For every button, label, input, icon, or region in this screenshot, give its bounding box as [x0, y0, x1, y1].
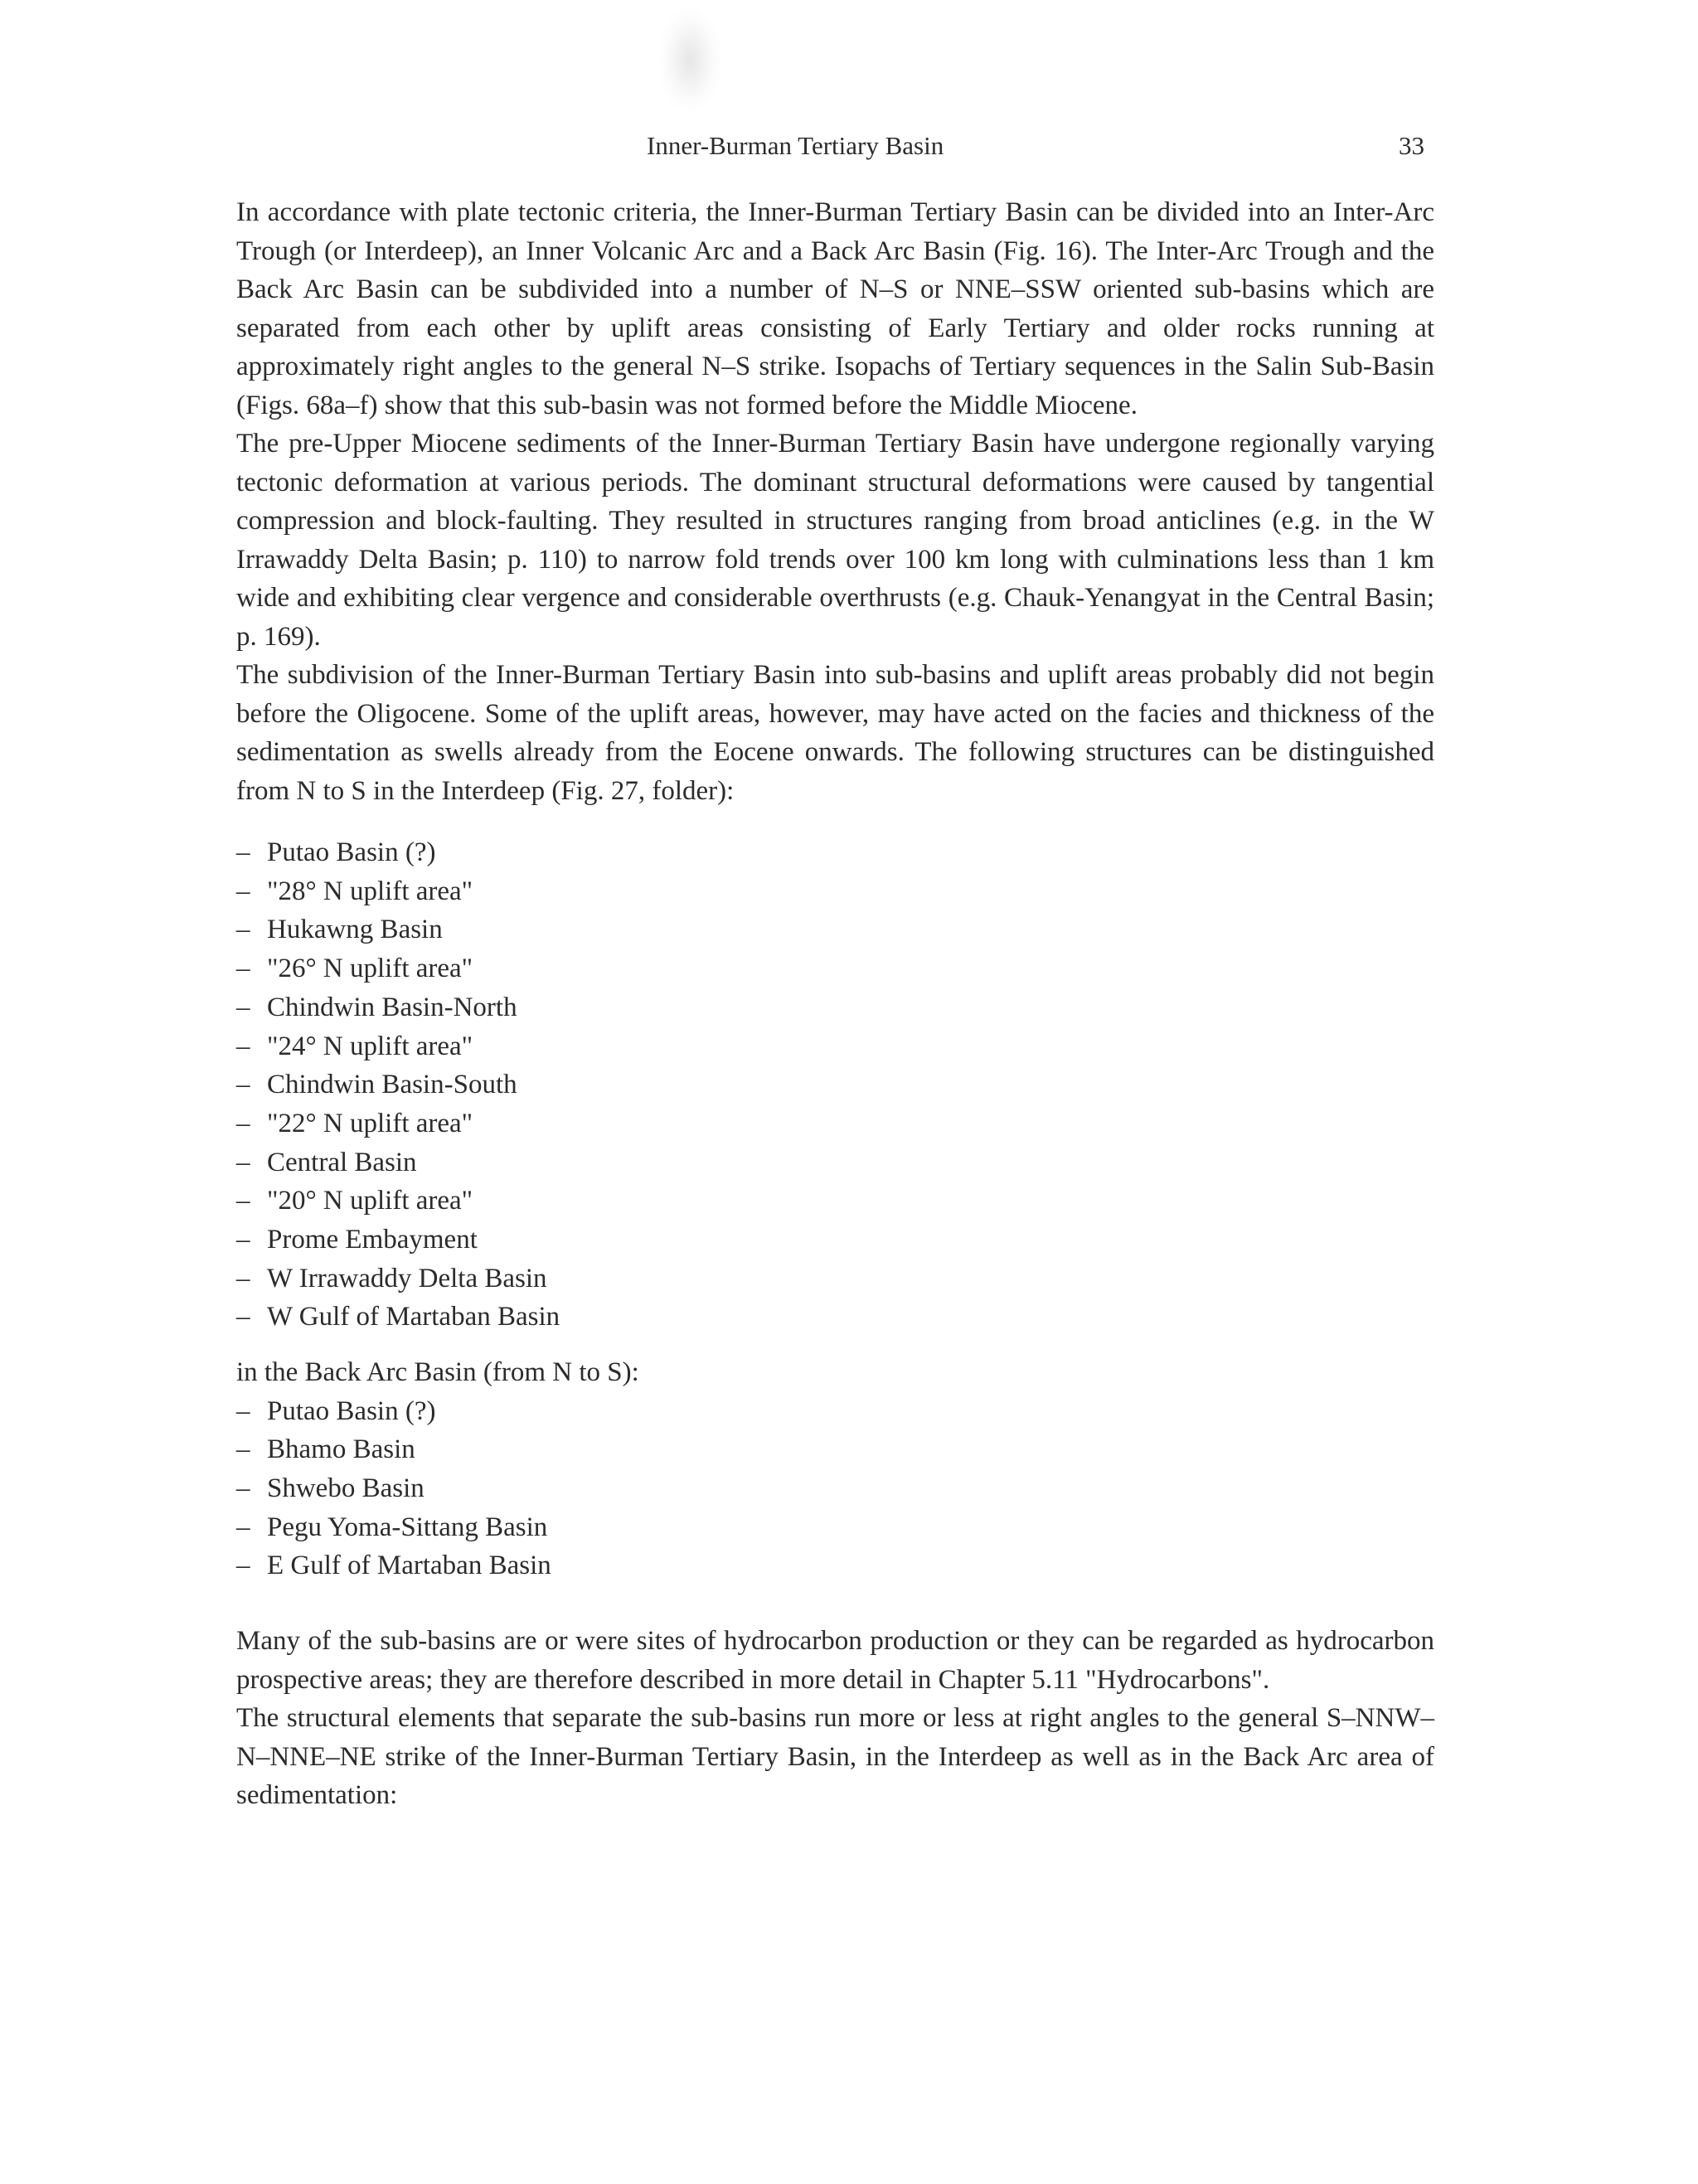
list-item-label: Chindwin Basin-North [267, 992, 517, 1022]
list-item-label: W Irrawaddy Delta Basin [267, 1263, 547, 1293]
dash-marker: – [236, 1225, 250, 1255]
page-number: 33 [1399, 131, 1424, 160]
paragraph-plate-tectonic-division: In accordance with plate tectonic criteria, the Inner-Burman Tertiary Basin can be divided into an Inter-Arc Trough (or Interdeep), an Inner Volcanic Arc and a Back Arc Basin (Fig. 16). The Inter-Arc Trough and the Back Arc Basin can be subdivided into a number of N–S or NNE–SSW oriented sub-basins which are separated from each other by uplift areas consisting of Early Tertiary and older rocks running at approximately right angles to the general N–S strike. Isopachs of Tertiary sequences in the Salin Sub-Basin (Figs. 68a–f) show that this sub-basin was not formed before the Middle Miocene. [236, 197, 1434, 420]
dash-marker: – [236, 1302, 250, 1332]
list-item-label: E Gulf of Martaban Basin [267, 1551, 551, 1581]
list-item-label: "24° N uplift area" [267, 1031, 473, 1061]
list-item-label: Shwebo Basin [267, 1473, 424, 1504]
list-item [236, 988, 1434, 1027]
paragraph-tectonic-deformation: The pre-Upper Miocene sediments of the Inner-Burman Tertiary Basin have undergone regionally varying tectonic deformation at various periods. The dominant structural deformations were caused by tangential compression and block-faulting. They resulted in structures ranging from broad anticlines (e.g. in the W Irrawaddy Delta Basin; p. 110) to narrow fold trends over 100 km long with culminations less than 1 km wide and exhibiting clear vergence and considerable overthrusts (e.g. Chauk-Yenangyat in the Central Basin; p. 169). [236, 429, 1434, 652]
list-item-label: Prome Embayment [267, 1225, 478, 1255]
list-item [236, 1430, 1434, 1469]
list-item [236, 1259, 1434, 1298]
dash-marker: – [236, 1070, 250, 1100]
dash-marker: – [236, 1473, 250, 1504]
back-arc-list-intro: in the Back Arc Basin (from N to S): [236, 1357, 639, 1388]
scan-smudge [659, 8, 721, 112]
dash-marker: – [236, 1434, 250, 1465]
list-item-label: Hukawng Basin [267, 915, 443, 945]
list-item-label: "26° N uplift area" [267, 954, 473, 984]
dash-marker: – [236, 1147, 250, 1177]
list-item [236, 833, 1434, 872]
list-item [236, 1182, 1434, 1221]
list-item [236, 1221, 1434, 1259]
list-item-label: Chindwin Basin-South [267, 1070, 517, 1100]
list-item [236, 1392, 1434, 1431]
list-item [236, 1143, 1434, 1182]
list-item-label: Putao Basin (?) [267, 837, 436, 867]
list-item-label: "22° N uplift area" [267, 1108, 473, 1138]
dash-marker: – [236, 992, 250, 1022]
list-item [236, 1298, 1434, 1337]
dash-marker: – [236, 1108, 250, 1138]
dash-marker: – [236, 1395, 250, 1426]
dash-marker: – [236, 954, 250, 984]
dash-marker: – [236, 1263, 250, 1293]
list-item-label: Putao Basin (?) [267, 1395, 436, 1426]
list-item [236, 1104, 1434, 1143]
list-item [236, 1065, 1434, 1104]
dash-marker: – [236, 1512, 250, 1542]
body-text [236, 193, 1434, 1815]
dash-marker: – [236, 1031, 250, 1061]
dash-marker: – [236, 1551, 250, 1581]
list-item [236, 872, 1434, 911]
paragraph-hydrocarbons: Many of the sub-basins are or were sites of hydrocarbon production or they can be regarded as hydrocarbon prospective areas; they are therefore described in more detail in Chapter 5.11 "Hydrocarbons". [236, 1626, 1434, 1695]
paragraph-structural-elements: The structural elements that separate the sub-basins run more or less at right angles to the general S–NNW–N–NNE–NE strike of the Inner-Burman Tertiary Basin, in the Interdeep as well as in the Back Arc area of sedimentation: [236, 1703, 1434, 1811]
dash-marker: – [236, 837, 250, 867]
list-item [236, 1469, 1434, 1508]
list-item-label: "20° N uplift area" [267, 1186, 473, 1216]
list-item [236, 1027, 1434, 1066]
dash-marker: – [236, 915, 250, 945]
list-item-label: Central Basin [267, 1147, 417, 1177]
running-title: Inner-Burman Tertiary Basin [647, 131, 944, 160]
paragraph-subdivision: The subdivision of the Inner-Burman Tertiary Basin into sub-basins and uplift areas probably did not begin before the Oligocene. Some of the uplift areas, however, may have acted on the facies and thickness of the sedimentation as swells already from the Eocene onwards. The following structures can be distinguished from N to S in the Interdeep (Fig. 27, folder): [236, 660, 1434, 806]
list-item [236, 949, 1434, 988]
list-item-label: Pegu Yoma-Sittang Basin [267, 1512, 548, 1542]
list-item [236, 910, 1434, 949]
interdeep-structures-list [236, 833, 1434, 1337]
dash-marker: – [236, 876, 250, 906]
dash-marker: – [236, 1186, 250, 1216]
running-head [0, 131, 1698, 164]
list-item-label: "28° N uplift area" [267, 876, 473, 906]
list-item-label: Bhamo Basin [267, 1434, 415, 1465]
back-arc-structures-list [236, 1392, 1434, 1586]
list-item [236, 1546, 1434, 1585]
list-item [236, 1508, 1434, 1547]
list-item-label: W Gulf of Martaban Basin [267, 1302, 560, 1332]
